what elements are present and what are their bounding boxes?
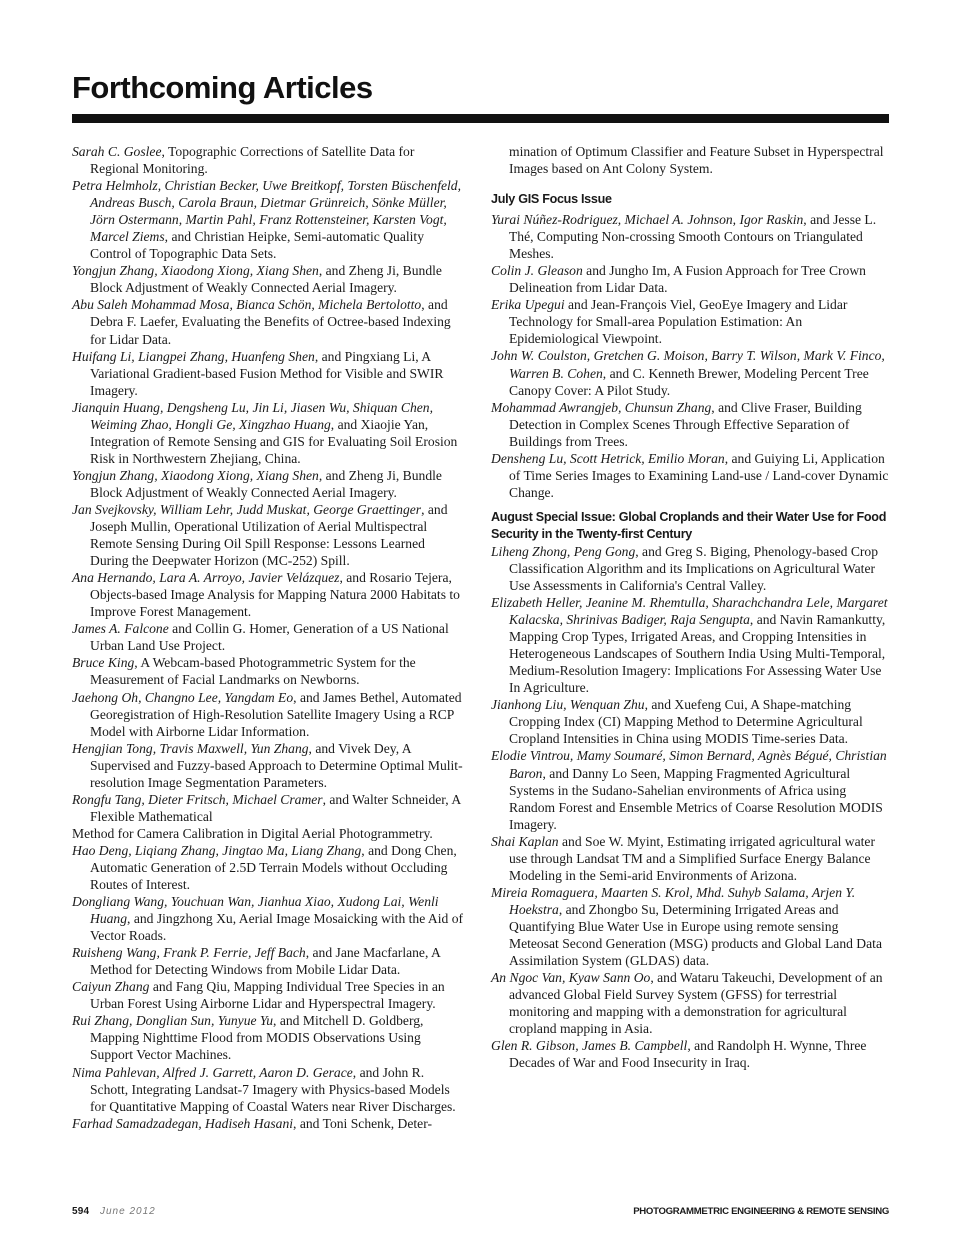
left-column <box>72 143 464 1132</box>
article-entry <box>72 467 464 501</box>
article-authors: Bruce King <box>72 655 135 671</box>
article-title: , and Rosario Tejera, Objects-based Image Analysis for Mapping Natura 2000 Habitats to Improve Forest Management. <box>90 570 460 620</box>
article-title: , and C. Kenneth Brewer, Modeling Percent Tree Canopy Cover: A Pilot Study. <box>509 365 869 398</box>
article-entry <box>72 825 464 842</box>
article-authors: Petra Helmholz, Christian Becker, Uwe Breitkopf, Torsten Büschenfeld, Andreas Busch, Carola Braun, Dietmar Grünreich, Sönke Müller, Jörn Ostermann, Martin Pahl, Franz Rottensteiner, Karsten Vogt, Marcel Ziems <box>72 178 462 245</box>
article-authors: Shai Kaplan <box>491 833 559 849</box>
page-title: Forthcoming Articles <box>72 70 373 105</box>
article-authors: Mohammad Awrangjeb, Chunsun Zhang <box>491 399 712 415</box>
article-entry <box>491 399 889 450</box>
article-title: , and Walter Schneider, A Flexible Mathematical <box>90 791 461 824</box>
article-authors: Huifang Li, Liangpei Zhang, Huanfeng Shen <box>72 348 315 364</box>
article-authors: Ruisheng Wang, Frank P. Ferrie, Jeff Bach <box>72 945 306 961</box>
article-title: and Collin G. Homer, Generation of a US National Urban Land Use Project. <box>90 621 449 654</box>
article-entry <box>72 791 464 825</box>
article-authors: Caiyun Zhang <box>72 979 150 995</box>
article-entry <box>72 978 464 1012</box>
article-title: , and Joseph Mullin, Operational Utilization of Aerial Multispectral Remote Sensing During Oil Spill Response: Lessons Learned During the Deepwater Horizon (MC-252) Spill. <box>90 501 448 569</box>
article-entry <box>491 347 889 398</box>
article-authors: Yongjun Zhang, Xiaodong Xiong, Xiang Shen <box>72 467 319 483</box>
article-authors: Colin J. Gleason <box>491 263 583 279</box>
article-entry <box>72 893 464 944</box>
article-title: , and Toni Schenk, Deter- <box>293 1115 432 1131</box>
article-title: , and Randolph H. Wynne, Three Decades of War and Food Insecurity in Iraq. <box>509 1038 867 1071</box>
article-title: , and Pingxiang Li, A Variational Gradient-based Fusion Method for Visible and SWIR Imagery. <box>90 348 444 398</box>
article-entry <box>72 1064 464 1115</box>
article-authors: Erika Upegui <box>491 297 565 313</box>
article-title: Method for Camera Calibration in Digital Aerial Photogrammetry. <box>72 825 433 841</box>
article-entry <box>491 296 889 347</box>
article-authors: Jan Svejkovsky, William Lehr, Judd Muskat, George Graettinger <box>72 501 422 517</box>
article-authors: Liheng Zhong, Peng Gong <box>491 543 636 559</box>
article-title: and Soe W. Myint, Estimating irrigated agricultural water use through Landsat TM and a Simplified Surface Energy Balance Modeling in the Semi-arid Environments of Arizona. <box>509 833 875 883</box>
section-heading: July GIS Focus Issue <box>491 192 612 207</box>
article-entry <box>72 501 464 569</box>
article-entry <box>491 884 889 969</box>
article-title: , and Navin Ramankutty, Mapping Crop Types, Irrigated Areas, and Cropping Intensities in Heterogeneous Landscapes of Southern India Using Multi-Temporal, Medium-Resolution Imagery: Implications For Assessing Water Use In Agriculture. <box>509 612 886 696</box>
article-entry <box>72 262 464 296</box>
article-authors: John W. Coulston, Gretchen G. Moison, Barry T. Wilson, Mark V. Finco, Warren B. Cohen <box>491 348 885 381</box>
article-title: , and Zhongbo Su, Determining Irrigated Areas and Quantifying Blue Water Use in Europe using remote sensing Meteosat Second Generation (MSG) products and Global Land Data Assimilation System (GLDAS) data. <box>509 901 882 969</box>
article-authors: Nima Pahlevan, Alfred J. Garrett, Aaron D. Gerace <box>72 1064 353 1080</box>
article-entry <box>491 833 889 884</box>
article-authors: Hengjian Tong, Travis Maxwell, Yun Zhang <box>72 740 309 756</box>
article-entry <box>491 747 889 832</box>
article-title: , and Greg S. Biging, Phenology-based Crop Classification Algorithm and its Implications on Agricultural Water Use Assessments in California's Central Valley. <box>509 543 879 593</box>
article-entry <box>491 594 889 696</box>
article-entry <box>491 450 889 501</box>
article-entry <box>72 740 464 791</box>
article-authors: Ana Hernando, Lara A. Arroyo, Javier Velázquez <box>72 570 340 586</box>
article-authors: Yurai Núñez-Rodriguez, Michael A. Johnson, Igor Raskin <box>491 212 804 228</box>
article-authors: Dongliang Wang, Youchuan Wan, Jianhua Xiao, Xudong Lai, Wenli Huang <box>72 894 439 927</box>
title-rule <box>72 114 889 123</box>
article-title: , and John R. Schott, Integrating Landsat-7 Imagery with Physics-based Models for Quantitative Mapping of Coastal Waters near River Discharges. <box>90 1064 456 1114</box>
article-authors: Jianhong Liu, Wenquan Zhu <box>491 697 645 713</box>
article-authors: Farhad Samadzadegan, Hadiseh Hasani <box>72 1115 294 1131</box>
article-authors: Densheng Lu, Scott Hetrick, Emilio Moran <box>491 450 725 466</box>
article-entry <box>72 689 464 740</box>
footer-date: June 2012 <box>100 1206 156 1217</box>
article-authors: An Ngoc Van, Kyaw Sann Oo <box>491 970 651 986</box>
article-entry <box>491 969 889 1037</box>
article-title: and Jungho Im, A Fusion Approach for Tree Crown Delineation from Lidar Data. <box>509 263 866 296</box>
article-title: , and Jingzhong Xu, Aerial Image Mosaicking with the Aid of Vector Roads. <box>90 911 464 944</box>
article-title: , Topographic Corrections of Satellite Data for Regional Monitoring. <box>90 144 415 177</box>
article-entry <box>491 696 889 747</box>
article-authors: Yongjun Zhang, Xiaodong Xiong, Xiang Shen <box>72 263 319 279</box>
footer-journal-name: PHOTOGRAMMETRIC ENGINEERING & REMOTE SENSING <box>633 1206 889 1217</box>
article-title: , and Jesse L. Thé, Computing Non-crossing Smooth Contours on Triangulated Meshes. <box>509 212 877 262</box>
article-entry <box>72 1115 464 1132</box>
article-entry <box>72 177 464 262</box>
article-title: , and Dong Chen, Automatic Generation of 2.5D Terrain Models without Occluding Routes of Interest. <box>90 842 457 893</box>
article-entry <box>491 211 889 262</box>
article-entry <box>491 262 889 296</box>
article-entry <box>72 399 464 467</box>
article-authors: Abu Saleh Mohammad Mosa, Bianca Schön, Michela Bertolotto <box>72 297 422 313</box>
article-entry <box>72 1012 464 1063</box>
article-title: , and Xuefeng Cui, A Shape-matching Cropping Index (CI) Mapping Method to Determine Agricultural Cropland Intensities in China using MODIS Time-series Data. <box>509 697 863 747</box>
article-authors: Sarah C. Goslee <box>72 144 162 159</box>
article-title: , and Mitchell D. Goldberg, Mapping Nighttime Flood from MODIS Observations Using Support Vector Machines. <box>90 1013 424 1063</box>
article-entry <box>72 296 464 347</box>
article-title: , and Jane Macfarlane, A Method for Detecting Windows from Mobile Lidar Data. <box>90 945 441 978</box>
article-title: , A Webcam-based Photogrammetric System for the Measurement of Facial Landmarks on Newborns. <box>90 655 416 688</box>
article-entry <box>72 143 464 177</box>
article-title: , and Clive Fraser, Building Detection in Complex Scenes Through Effective Separation of Buildings from Trees. <box>509 399 862 449</box>
article-authors: Jaehong Oh, Changno Lee, Yangdam Eo <box>72 689 294 705</box>
article-authors: Jianquin Huang, Dengsheng Lu, Jin Li, Jiasen Wu, Shiquan Chen, Weiming Zhao, Hongli Ge, Xingzhao Huang <box>72 399 433 432</box>
article-entry <box>72 944 464 978</box>
article-authors: Elizabeth Heller, Jeanine M. Rhemtulla, Sharachchandra Lele, Margaret Kalacska, Shrinivas Badiger, Raja Sengupta <box>491 595 888 628</box>
article-entry <box>72 842 464 893</box>
article-entry <box>72 348 464 399</box>
article-title: , and Guiying Li, Application of Time Series Images to Examining Land-use / Land-cover Dynamic Change. <box>509 450 889 500</box>
article-entry <box>72 654 464 688</box>
article-authors: Elodie Vintrou, Mamy Soumaré, Simon Bernard, Agnès Bégué, Christian Baron <box>491 748 887 781</box>
article-title: , and Wataru Takeuchi, Development of an advanced Global Field Survey System (GFSS) for terrestrial monitoring and mapping with a demonstration for agricultural cropland mapping in Asia. <box>509 970 883 1037</box>
article-authors: Glen R. Gibson, James B. Campbell <box>491 1038 688 1054</box>
article-title: , and Christian Heipke, Semi-automatic Quality Control of Topographic Data Sets. <box>90 229 424 262</box>
article-entry <box>491 1037 889 1071</box>
article-entry <box>72 620 464 654</box>
article-title: , and Debra F. Laefer, Evaluating the Benefits of Octree-based Indexing for Lidar Data. <box>90 297 451 347</box>
article-title: and Jean-François Viel, GeoEye Imagery and Lidar Technology for Small-area Population Estimation: An Epidemiological Viewpoint. <box>509 297 848 347</box>
article-title: and Fang Qiu, Mapping Individual Tree Species in an Urban Forest Using Airborne Lidar and Hyperspectral Imagery. <box>90 979 445 1012</box>
right-column <box>491 143 889 1071</box>
article-title: , and Xiaojie Yan, Integration of Remote Sensing and GIS for Evaluating Soil Erosion Risk in Northwestern Zhejiang, China. <box>90 416 458 466</box>
article-authors: Mireia Romaguera, Maarten S. Krol, Mhd. Suhyb Salama, Arjen Y. Hoekstra <box>491 884 856 917</box>
continued-entry: mination of Optimum Classifier and Feature Subset in Hyperspectral Images based on Ant Colony System. <box>509 144 884 177</box>
article-title: , and James Bethel, Automated Georegistration of High-Resolution Satellite Imagery Using a RCP Model with Airborne Lidar Information. <box>90 689 462 739</box>
article-entry <box>491 543 889 594</box>
section-heading: August Special Issue: Global Croplands and their Water Use for Food Security in the Twenty-first Century <box>491 509 887 541</box>
article-title: , and Zheng Ji, Bundle Block Adjustment of Weakly Connected Aerial Imagery. <box>90 263 442 296</box>
article-title: , and Vivek Dey, A Supervised and Fuzzy-based Approach to Determine Optimal Mulit-resolution Image Segmentation Parameters. <box>90 740 463 790</box>
article-authors: James A. Falcone <box>72 621 169 637</box>
article-authors: Rui Zhang, Donglian Sun, Yunyue Yu <box>72 1013 274 1029</box>
footer-page-number: 594 <box>72 1206 90 1217</box>
article-title: , and Zheng Ji, Bundle Block Adjustment of Weakly Connected Aerial Imagery. <box>90 467 442 500</box>
article-authors: Hao Deng, Liqiang Zhang, Jingtao Ma, Liang Zhang <box>72 842 362 858</box>
article-title: , and Danny Lo Seen, Mapping Fragmented Agricultural Systems in the Sudano-Sahelian environments of Africa using Random Forest and Ensemble Metrics of Coarse Resolution MODIS Imagery. <box>509 765 883 832</box>
article-authors: Rongfu Tang, Dieter Fritsch, Michael Cramer <box>72 791 323 807</box>
article-entry <box>72 569 464 620</box>
